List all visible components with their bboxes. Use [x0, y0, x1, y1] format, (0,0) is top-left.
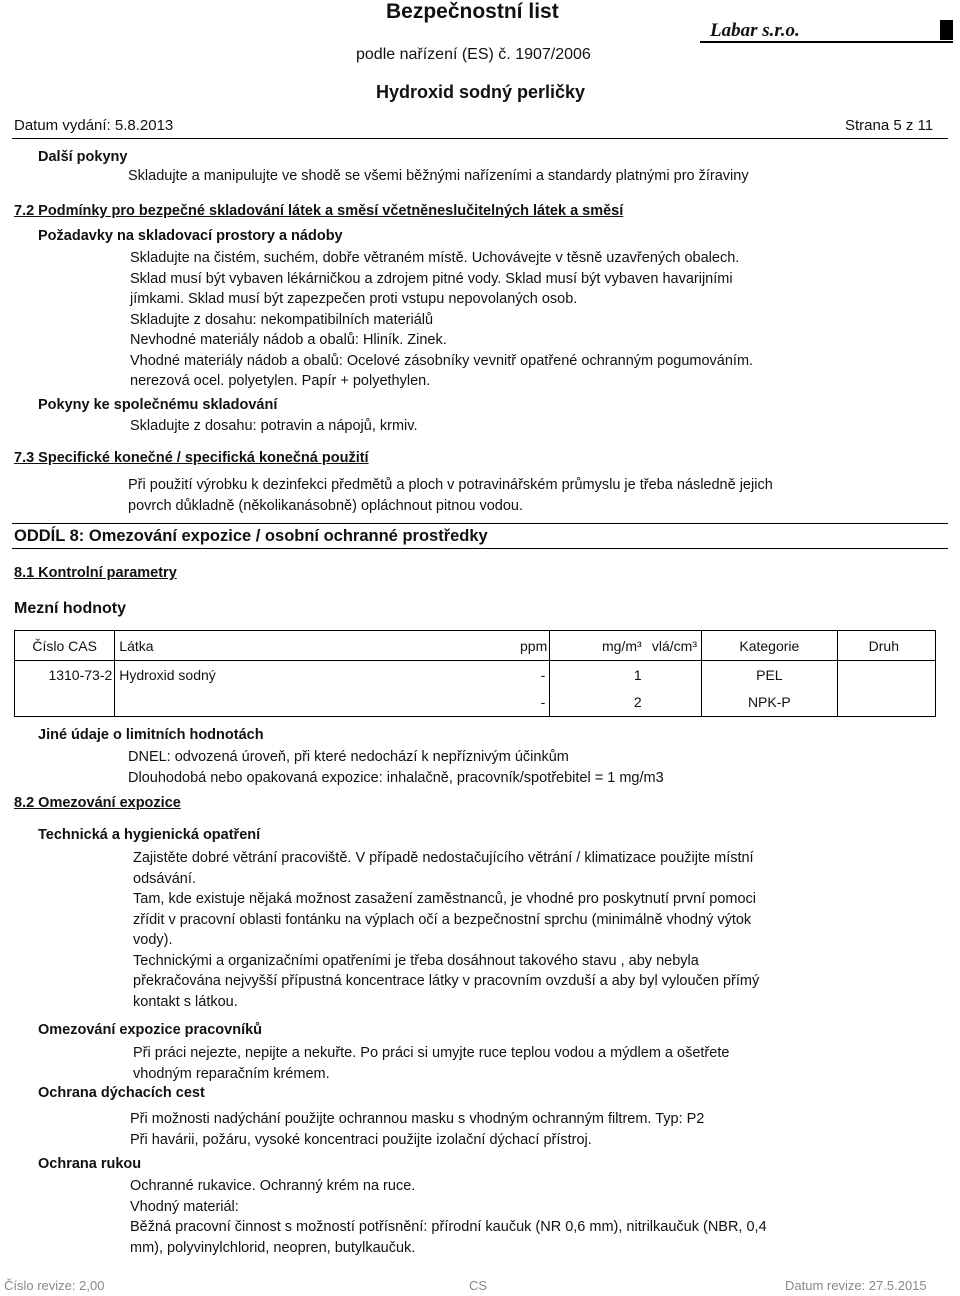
further-instructions-heading: Další pokyny	[38, 149, 128, 165]
text-line: Skladujte na čistém, suchém, dobře větraném místě. Uchovávejte v těsně uzavřených obalech.	[130, 250, 740, 266]
document-title: Bezpečnostní list	[386, 0, 559, 23]
regulation-text: podle nařízení (ES) č. 1907/2006	[356, 46, 591, 63]
limit-values-table	[14, 630, 936, 717]
section-7-2-heading: 7.2 Podmínky pro bezpečné skladování látek a směsí včetněneslučitelných látek a směsí	[14, 203, 624, 219]
text-line: překračována nejvyšší přípustná koncentrace látky v pracovním ovzduší a aby byl vyloučen přímý	[133, 973, 760, 989]
ppm-cell: -	[516, 689, 550, 717]
col-cas: Číslo CAS	[15, 631, 115, 661]
type-cell	[837, 661, 935, 689]
category-cell: NPK-P	[702, 689, 838, 717]
technical-measures-heading: Technická a hygienická opatření	[38, 827, 261, 843]
table-header-row	[15, 631, 936, 661]
header-bottom-rule	[12, 138, 948, 139]
text-line: Běžná pracovní činnost s možností potřísnění: přírodní kaučuk (NR 0,6 mm), nitrilkaučuk (NBR, 0,4	[130, 1219, 767, 1235]
product-name: Hydroxid sodný perličky	[376, 82, 586, 102]
substance-cell	[115, 689, 516, 717]
joint-storage-text: Skladujte z dosahu: potravin a nápojů, krmiv.	[130, 418, 418, 434]
category-cell: PEL	[702, 661, 838, 689]
respiratory-protection-heading: Ochrana dýchacích cest	[38, 1085, 205, 1101]
substance-cell: Hydroxid sodný	[115, 661, 516, 689]
text-line: vhodným reparačním krémem.	[133, 1065, 330, 1082]
cas-cell: 1310-73-2	[15, 661, 115, 689]
col-fibres: vlá/cm³	[646, 631, 702, 661]
text-line: jímkami. Sklad musí být zapezpečen proti vstupu nepovolaných osob.	[130, 291, 578, 307]
text-line: odsávání.	[133, 870, 196, 887]
language-code: CS	[469, 1278, 488, 1293]
table-row	[15, 661, 936, 689]
text-line: DNEL: odvozená úroveň, při které nedochází k nepříznivým účinkům	[128, 749, 569, 765]
section-8-top-rule	[12, 523, 948, 524]
text-line: Sklad musí být vybaven lékárničkou a zdrojem pitné vody. Sklad musí být vybaven havarijními	[130, 270, 733, 287]
respiratory-protection-text	[130, 1109, 704, 1150]
text-line: Tam, kde existuje nějaká možnost zasažení zaměstnanců, je vhodné pro poskytnutí první pomoci	[133, 891, 757, 907]
text-line: Vhodné materiály nádob a obalů: Ocelové zásobníky vevnitř opatřené ochranným pogumováním.	[130, 352, 754, 369]
text-line: kontakt s látkou.	[133, 993, 238, 1010]
other-limit-info-heading: Jiné údaje o limitních hodnotách	[38, 727, 264, 743]
text-line: vody).	[133, 932, 173, 948]
hand-protection-heading: Ochrana rukou	[38, 1156, 142, 1172]
further-instructions-text: Skladujte a manipulujte ve shodě se všemi běžnými nařízeními a standardy platnými pro žíraviny	[128, 168, 749, 184]
mg-cell: 1	[550, 661, 646, 689]
col-type: Druh	[837, 631, 935, 661]
specific-use-text	[128, 475, 773, 516]
hand-protection-text	[130, 1176, 767, 1258]
text-line: Zajistěte dobré větrání pracoviště. V případě nedostačujícího větrání / klimatizace použijte místní	[133, 850, 754, 866]
type-cell	[837, 689, 935, 717]
ppm-cell: -	[516, 661, 550, 689]
text-line: mm), polyvinylchlorid, neopren, butylkaučuk.	[130, 1239, 416, 1256]
revision-date: Datum revize: 27.5.2015	[785, 1278, 927, 1293]
limit-values-heading: Mezní hodnoty	[14, 600, 126, 617]
section-8-heading: ODDÍL 8: Omezování expozice / osobní ochranné prostředky	[14, 527, 488, 545]
col-substance: Látka	[115, 631, 516, 661]
col-ppm: ppm	[516, 631, 550, 661]
text-line: zřídit v pracovní oblasti fontánku na výplach očí a bezpečnostní sprchu (minimálně vhodný výtok	[133, 911, 752, 928]
text-line: Při práci nejezte, nepijte a nekuřte. Po práci si umyjte ruce teplou vodou a mýdlem a ošetřete	[133, 1045, 730, 1061]
section-8-bottom-rule	[12, 548, 948, 549]
section-7-3-heading: 7.3 Specifické konečné / specifická konečná použití	[14, 450, 369, 466]
issue-date: Datum vydání: 5.8.2013	[14, 117, 174, 134]
text-line: Při použití výrobku k dezinfekci předmětů a ploch v potravinářském průmyslu je třeba následně jejich	[128, 477, 773, 493]
text-line: nerezová ocel. polyetylen. Papír + polyethylen.	[130, 373, 431, 389]
storage-requirements-heading: Požadavky na skladovací prostory a nádoby	[38, 228, 343, 244]
table-row	[15, 689, 936, 717]
text-line: Ochranné rukavice. Ochranný krém na ruce.	[130, 1178, 416, 1194]
header-mark	[940, 20, 953, 40]
col-mg: mg/m³	[550, 631, 646, 661]
text-line: Vhodný materiál:	[130, 1198, 239, 1215]
text-line: Technickými a organizačními opatřeními je třeba dosáhnout takového stavu , aby nebyla	[133, 952, 699, 969]
section-8-1-heading: 8.1 Kontrolní parametry	[14, 565, 177, 581]
text-line: Nevhodné materiály nádob a obalů: Hliník. Zinek.	[130, 332, 447, 348]
text-line: Skladujte z dosahu: nekompatibilních materiálů	[130, 311, 434, 328]
text-line: povrch důkladně (několikanásobně) opláchnout pitnou vodou.	[128, 497, 524, 514]
company-name: Labar s.r.o.	[710, 20, 800, 41]
fibres-cell	[646, 689, 702, 717]
col-category: Kategorie	[702, 631, 838, 661]
other-limit-info-text	[128, 747, 664, 788]
fibres-cell	[646, 661, 702, 689]
page-number: Strana 5 z 11	[845, 117, 934, 134]
header-rule	[700, 41, 953, 43]
section-8-2-heading: 8.2 Omezování expozice	[14, 795, 181, 811]
text-line: Při možnosti nadýchání použijte ochrannou masku s vhodným ochranným filtrem. Typ: P2	[130, 1111, 705, 1127]
storage-requirements-text	[130, 248, 753, 392]
technical-measures-text	[133, 848, 759, 1012]
joint-storage-heading: Pokyny ke společnému skladování	[38, 397, 278, 413]
text-line: Dlouhodobá nebo opakovaná expozice: inhalačně, pracovník/spotřebitel = 1 mg/m3	[128, 769, 664, 786]
worker-exposure-heading: Omezování expozice pracovníků	[38, 1022, 263, 1038]
revision-number: Číslo revize: 2,00	[4, 1278, 105, 1293]
worker-exposure-text	[133, 1043, 729, 1084]
cas-cell	[15, 689, 115, 717]
mg-cell: 2	[550, 689, 646, 717]
text-line: Při havárii, požáru, vysoké koncentraci použijte izolační dýchací přístroj.	[130, 1131, 592, 1148]
